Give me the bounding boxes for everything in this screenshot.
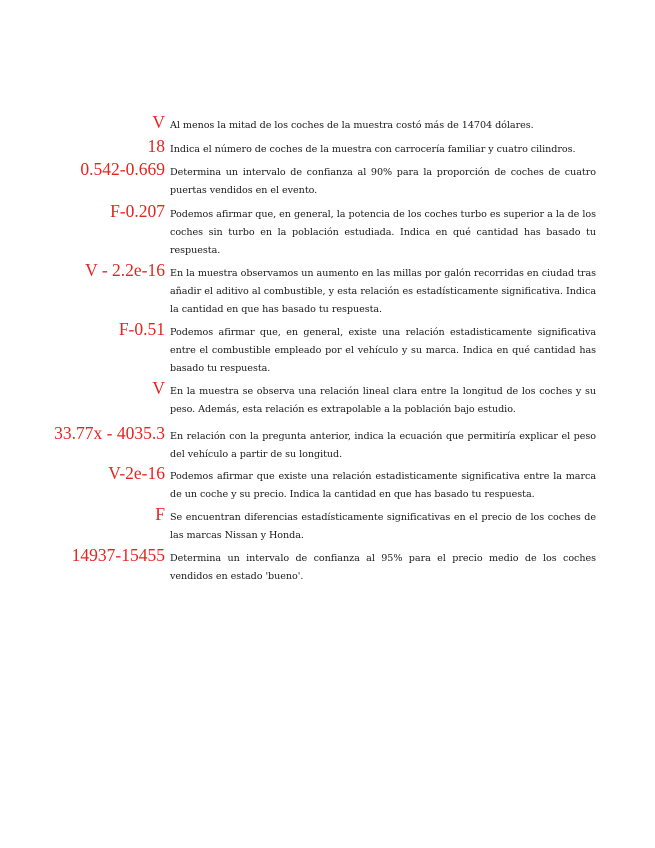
answer-9: V-2e-16 <box>108 463 165 483</box>
question-text-11: Determina un intervalo de confianza al 95% para el precio medio de los coches vendidos en estado 'bueno'. <box>170 553 596 582</box>
question-text-2: Indica el número de coches de la muestra con carrocería familiar y cuatro cilindros. <box>170 144 576 155</box>
answer-4: F-0.207 <box>110 201 165 221</box>
answer-8: 33.77x - 4035.3 <box>54 423 165 443</box>
question-text-7: En la muestra se observa una relación lineal clara entre la longitud de los coches y su peso. Además, esta relación es extrapolable a la población bajo estudio. <box>170 386 596 415</box>
question-text-8: En relación con la pregunta anterior, indica la ecuación que permitiría explicar el peso del vehículo a partir de su longitud. <box>170 431 596 460</box>
question-text-6: Podemos afirmar que, en general, existe una relación estadisticamente significativa entre el combustible empleado por el vehículo y su marca. Indica en qué cantidad has basado tu respuesta. <box>170 327 596 374</box>
answer-10: F <box>155 504 165 524</box>
answer-6: F-0.51 <box>118 319 165 339</box>
answer-11: 14937-15455 <box>71 545 165 565</box>
answer-7: V <box>152 378 165 398</box>
answer-3: 0.542-0.669 <box>80 159 165 179</box>
answer-2: 18 <box>147 136 165 156</box>
question-text-4: Podemos afirmar que, en general, la potencia de los coches turbo es superior a la de los coches sin turbo en la población estudiada. Indica en qué cantidad has basado tu respuesta. <box>170 209 596 256</box>
question-text-9: Podemos afirmar que existe una relación estadisticamente significativa entre la marca de un coche y su precio. Indica la cantidad en que has basado tu respuesta. <box>170 471 596 500</box>
question-text-1: Al menos la mitad de los coches de la muestra costó más de 14704 dólares. <box>170 120 534 131</box>
answer-5: V - 2.2e-16 <box>85 260 165 280</box>
question-text-5: En la muestra observamos un aumento en las millas por galón recorridas en ciudad tras añadir el aditivo al combustible, y esta relación es estadísticamente significativa. Indica la cantidad en que has basado tu respuesta. <box>170 268 596 315</box>
question-text-3: Determina un intervalo de confianza al 90% para la proporción de coches de cuatro puertas vendidos en el evento. <box>170 167 596 196</box>
question-text-10: Se encuentran diferencias estadísticamente significativas en el precio de los coches de las marcas Nissan y Honda. <box>170 512 596 541</box>
answer-1: V <box>152 112 165 132</box>
